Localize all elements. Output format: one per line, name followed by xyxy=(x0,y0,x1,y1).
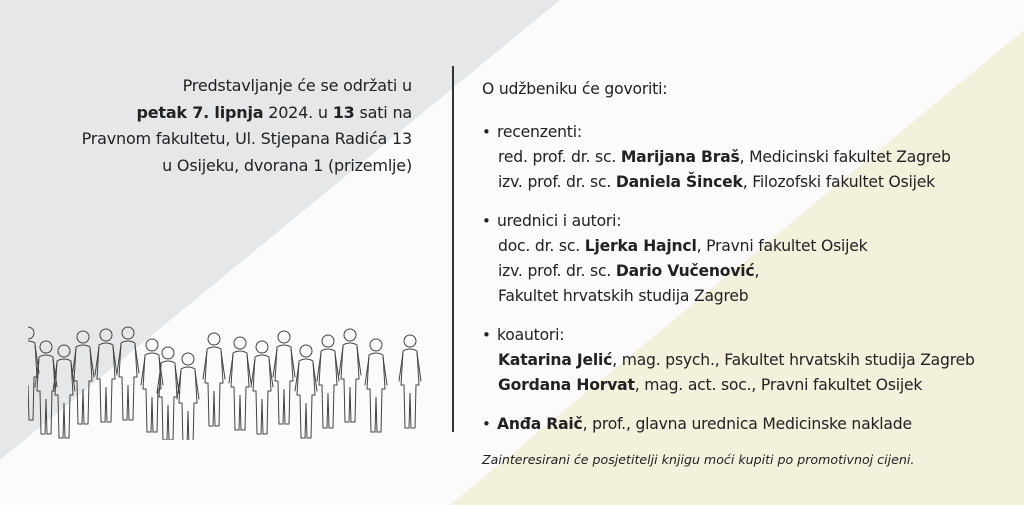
bullet: • xyxy=(482,123,491,141)
speakers-section xyxy=(482,77,975,437)
event-line-1: Predstavljanje će se održati u xyxy=(182,76,412,95)
editor-2 xyxy=(497,259,975,284)
reviewer-1-title: red. prof. dr. sc. xyxy=(498,148,621,166)
editor-1-name: Ljerka Hajncl xyxy=(584,237,697,255)
reviewer-2-name: Daniela Šincek xyxy=(615,173,743,191)
reviewer-2 xyxy=(497,170,975,195)
editor-2-affiliation: Fakultet hrvatskih studija Zagreb xyxy=(498,287,749,305)
editor-1-affiliation: , Pravni fakultet Osijek xyxy=(696,237,868,255)
bullet: • xyxy=(482,415,491,433)
reviewer-1-name: Marijana Braš xyxy=(620,148,740,166)
event-line-3: Pravnom fakultetu, Ul. Stjepana Radića 13 xyxy=(81,129,412,148)
editor-1 xyxy=(497,234,975,259)
editor-1-title: doc. dr. sc. xyxy=(498,237,585,255)
editor-2-comma: , xyxy=(754,262,760,280)
reviewers-title: recenzenti: xyxy=(497,123,582,141)
coauthors-title: koautori: xyxy=(497,326,565,344)
bullet: • xyxy=(482,212,491,230)
reviewer-2-affiliation: , Filozofski fakultet Osijek xyxy=(742,173,935,191)
coauthor-2-affiliation: , mag. act. soc., Pravni fakultet Osijek xyxy=(634,376,923,394)
event-hour: 13 xyxy=(332,102,355,122)
event-line-4: u Osijeku, dvorana 1 (prizemlje) xyxy=(162,155,412,175)
coauthor-1-name: Katarina Jelić xyxy=(498,351,613,369)
publisher-group xyxy=(482,412,975,437)
coauthor-1 xyxy=(497,348,975,373)
publisher-line xyxy=(497,412,975,437)
event-details xyxy=(82,73,412,179)
vertical-divider xyxy=(452,66,454,432)
coauthor-2 xyxy=(497,373,975,398)
reviewer-1 xyxy=(497,145,975,170)
publisher-name: Anđa Raič xyxy=(497,415,583,433)
editor-2-name: Dario Vučenović xyxy=(615,262,755,280)
walking-crowd-illustration xyxy=(28,325,443,440)
reviewers-group xyxy=(482,120,975,195)
event-hour-suffix: sati na xyxy=(354,102,412,122)
editor-2-title: izv. prof. dr. sc. xyxy=(498,262,616,280)
reviewer-2-title: izv. prof. dr. sc. xyxy=(498,173,616,191)
coauthor-1-affiliation: , mag. psych., Fakultet hrvatskih studija Zagreb xyxy=(612,351,975,369)
coauthors-group xyxy=(482,323,975,398)
editors-title: urednici i autori: xyxy=(497,212,622,230)
speakers-intro: O udžbeniku će govoriti: xyxy=(482,80,668,98)
reviewer-1-affiliation: , Medicinski fakultet Zagreb xyxy=(739,148,951,166)
event-year: 2024. u xyxy=(263,102,333,122)
editors-group xyxy=(482,209,975,309)
publisher-role: , prof., glavna urednica Medicinske naklade xyxy=(582,415,912,433)
bullet: • xyxy=(482,326,491,344)
footer-note: Zainteresirani će posjetitelji knjigu moći kupiti po promotivnoj cijeni. xyxy=(482,452,915,467)
coauthor-2-name: Gordana Horvat xyxy=(498,376,635,394)
event-line-2 xyxy=(82,100,412,127)
event-date: petak 7. lipnja xyxy=(136,102,264,122)
